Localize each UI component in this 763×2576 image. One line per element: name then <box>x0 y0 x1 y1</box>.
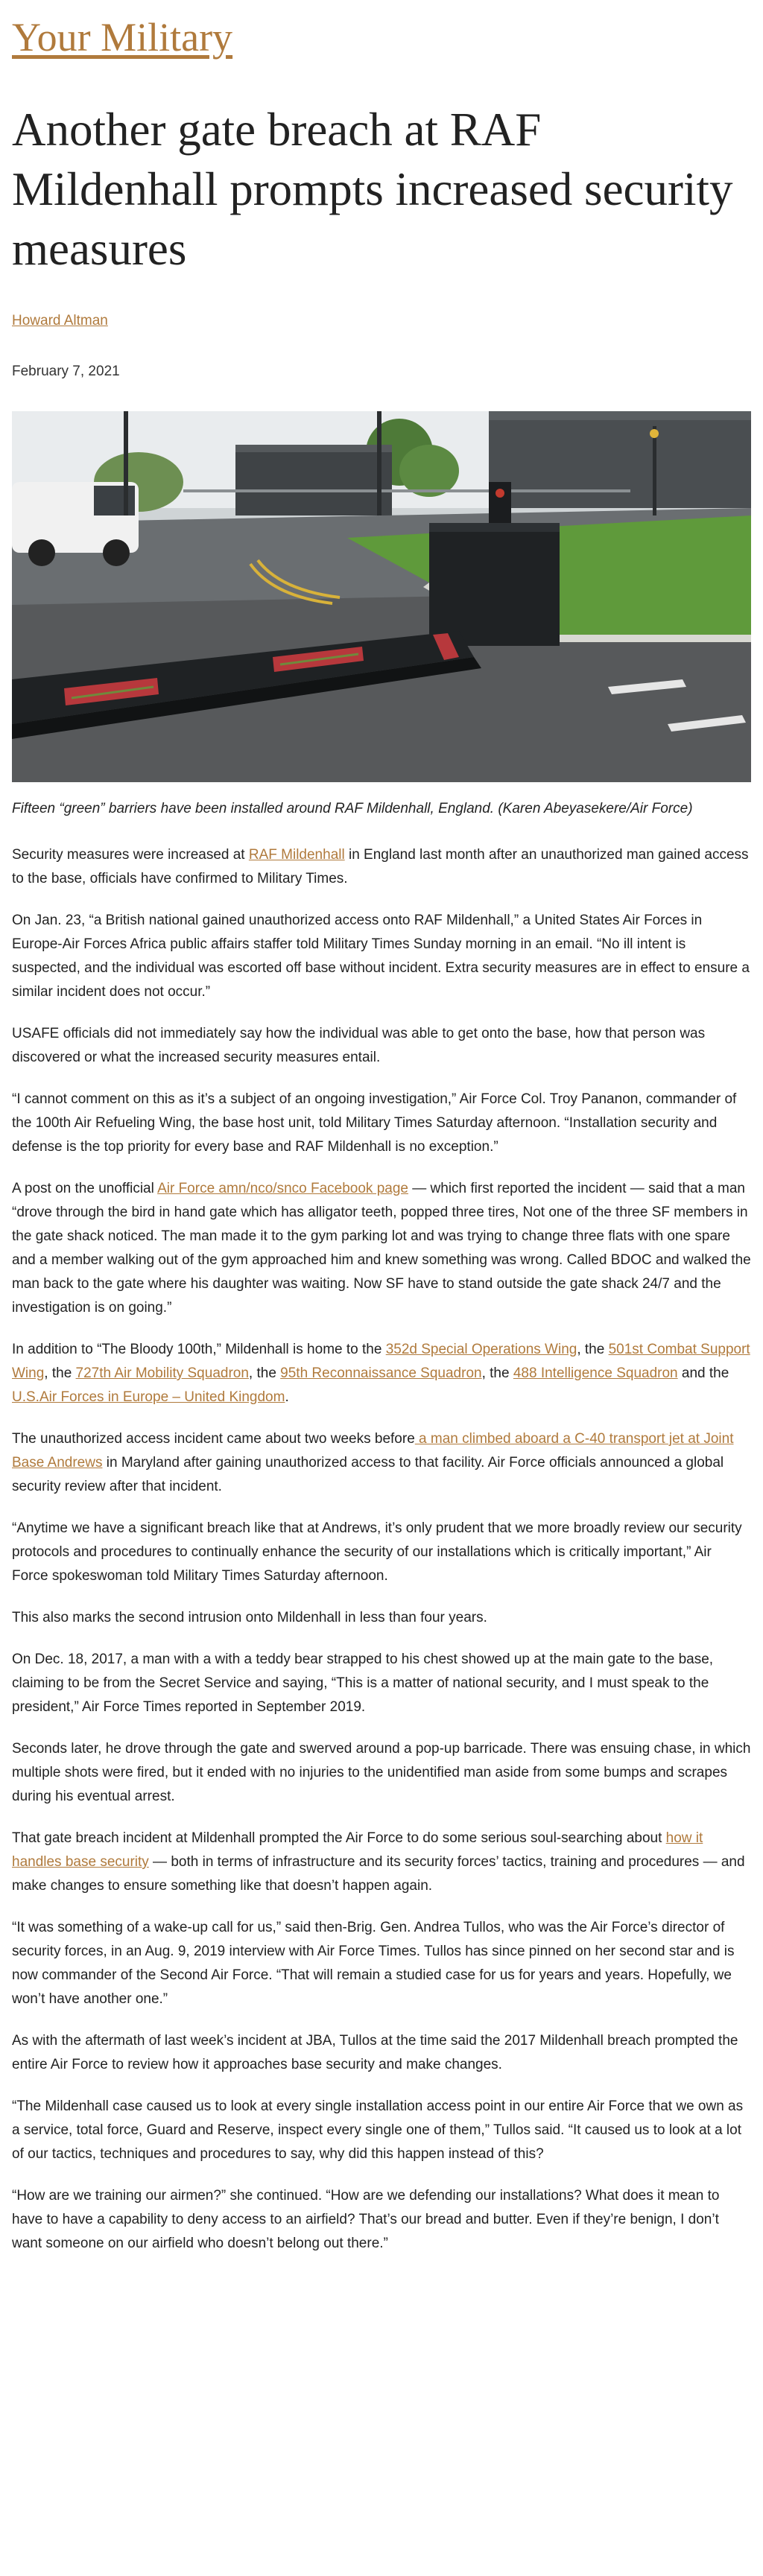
paragraph-text: , the <box>248 1365 281 1381</box>
paragraph-13: “It was something of a wake-up call for us,” said then-Brig. Gen. Andrea Tullos, who was the Air Force’s director of security forces, in an Aug. 9, 2019 interview with Air Force Times. Tullos has since pinned on her second star and is now commander of the Second Air Force. “That will remain a studied case for us for years and years. Hopefully, we won’t have another one.” <box>12 1920 735 2007</box>
paragraph-text: , the <box>481 1365 513 1381</box>
paragraph-1 <box>12 843 751 891</box>
usafe-uk-link[interactable]: U.S.Air Forces in Europe – United Kingdom <box>12 1389 285 1405</box>
photo-caption: Fifteen “green” barriers have been installed around RAF Mildenhall, England. (Karen Abeyasekere/Air Force) <box>12 801 693 816</box>
paragraph-text: in England last month after an unauthorized man gained access to the base, officials have confirmed to Military Times. <box>12 847 749 886</box>
paragraph-11: Seconds later, he drove through the gate and swerved around a pop-up barricade. There was ensuing chase, in which multiple shots were fired, but it ended with no injuries to the unidentified man aside from some bumps and scrapes during his eventual arrest. <box>12 1741 751 1804</box>
paragraph-12 <box>12 1827 751 1898</box>
paragraph-6 <box>12 1338 751 1409</box>
paragraph-7 <box>12 1427 751 1499</box>
paragraph-5 <box>12 1177 751 1320</box>
paragraph-text: — both in terms of infrastructure and its security forces’ tactics, training and procedures — and make changes to ensure something like that doesn’t happen again. <box>12 1854 745 1894</box>
paragraph-text: and the <box>677 1365 729 1381</box>
gate-barrier-photo <box>12 411 751 782</box>
article-body <box>12 843 751 2256</box>
paragraph-text: , the <box>577 1342 609 1357</box>
paragraph-text: Security measures were increased at <box>12 847 249 863</box>
paragraph-text: In addition to “The Bloody 100th,” Mildenhall is home to the <box>12 1342 386 1357</box>
paragraph-text: — which first reported the incident — said that a man “drove through the bird in hand gate which has alligator teeth, popped three tires, Not one of the three SF members in the gate shack noticed. The man made it to the gym parking lot and was trying to change three flats with one spare and a member walking out of the gym approached him and knew something was wrong. Called BDOC and walked the man back to the gate where his daughter was waiting. Now SF have to stand outside the gate shack 24/7 and the investigation is on going.” <box>12 1181 751 1316</box>
paragraph-4: “I cannot comment on this as it’s a subject of an ongoing investigation,” Air Force Col. Troy Pananon, commander of the 100th Air Refueling Wing, the base host unit, told Military Times Saturday afternoon. “Installation security and defense is the top priority for every base and RAF Mildenhall is no exception.” <box>12 1091 737 1155</box>
paragraph-text: A post on the unofficial <box>12 1181 158 1196</box>
csw-501-link[interactable]: 501st Combat Support Wing <box>12 1342 750 1381</box>
is-488-link[interactable]: 488 Intelligence Squadron <box>513 1365 678 1381</box>
paragraph-3: USAFE officials did not immediately say how the individual was able to get onto the base, how that person was discovered or what the increased security measures entail. <box>12 1026 706 1065</box>
paragraph-16: “How are we training our airmen?” she continued. “How are we defending our installations? What does it mean to have to have a capability to deny access to an airfield? That’s our bread and butter. Even if they’re benign, I don’t want someone on our airfield who doesn’t belong out there.” <box>12 2188 720 2251</box>
paragraph-14: As with the aftermath of last week’s incident at JBA, Tullos at the time said the 2017 Mildenhall breach prompted the entire Air Force to review how it approaches base security and make changes. <box>12 2033 738 2072</box>
raf-mildenhall-link[interactable]: RAF Mildenhall <box>248 847 345 863</box>
sow-352-link[interactable]: 352d Special Operations Wing <box>385 1342 577 1357</box>
paragraph-text: in Maryland after gaining unauthorized access to that facility. Air Force officials announced a global security review after that incident. <box>12 1455 724 1494</box>
base-security-link[interactable]: how it handles base security <box>12 1830 703 1870</box>
c40-incident-link[interactable]: a man climbed aboard a C-40 transport jet at Joint Base Andrews <box>12 1431 734 1471</box>
article-headline: Another gate breach at RAF Mildenhall prompts increased security measures <box>12 104 733 275</box>
paragraph-2: On Jan. 23, “a British national gained unauthorized access onto RAF Mildenhall,” a United States Air Forces in Europe-Air Forces Africa public affairs staffer told Military Times Sunday morning in an email. “No ill intent is suspected, and the individual was escorted off base without incident. Extra security measures are in effect to ensure a similar incident does not occur.” <box>12 913 750 1000</box>
section-link[interactable]: Your Military <box>12 15 233 60</box>
paragraph-15: “The Mildenhall case caused us to look at every single installation access point in our entire Air Force that we own as a service, total force, Guard and Reserve, inspect every single one of them,” Tullos said. “It caused us to look at a lot of our tactics, techniques and procedures to say, why did this happen instead of this? <box>12 2098 744 2162</box>
rs-95-link[interactable]: 95th Reconnaissance Squadron <box>280 1365 482 1381</box>
paragraph-text: , the <box>44 1365 76 1381</box>
publish-date: February 7, 2021 <box>12 364 120 379</box>
facebook-page-link[interactable]: Air Force amn/nco/snco Facebook page <box>157 1181 408 1196</box>
paragraph-9: This also marks the second intrusion onto Mildenhall in less than four years. <box>12 1610 487 1625</box>
paragraph-8: “Anytime we have a significant breach like that at Andrews, it’s only prudent that we more broadly review our security protocols and procedures to continually enhance the security of our installations which is critically important,” Air Force spokeswoman told Military Times Saturday afternoon. <box>12 1520 742 1584</box>
photo-illustration <box>12 411 751 782</box>
paragraph-text: That gate breach incident at Mildenhall prompted the Air Force to do some serious soul-searching about <box>12 1830 666 1846</box>
article-page <box>0 10 763 2256</box>
paragraph-10: On Dec. 18, 2017, a man with a with a teddy bear strapped to his chest showed up at the main gate to the base, claiming to be from the Secret Service and saying, “This is a matter of national security, and I must speak to the president,” Air Force Times reported in September 2019. <box>12 1652 714 1715</box>
paragraph-text: The unauthorized access incident came about two weeks before <box>12 1431 415 1447</box>
ams-727-link[interactable]: 727th Air Mobility Squadron <box>75 1365 249 1381</box>
author-link[interactable]: Howard Altman <box>12 313 108 329</box>
paragraph-text: . <box>285 1389 289 1405</box>
